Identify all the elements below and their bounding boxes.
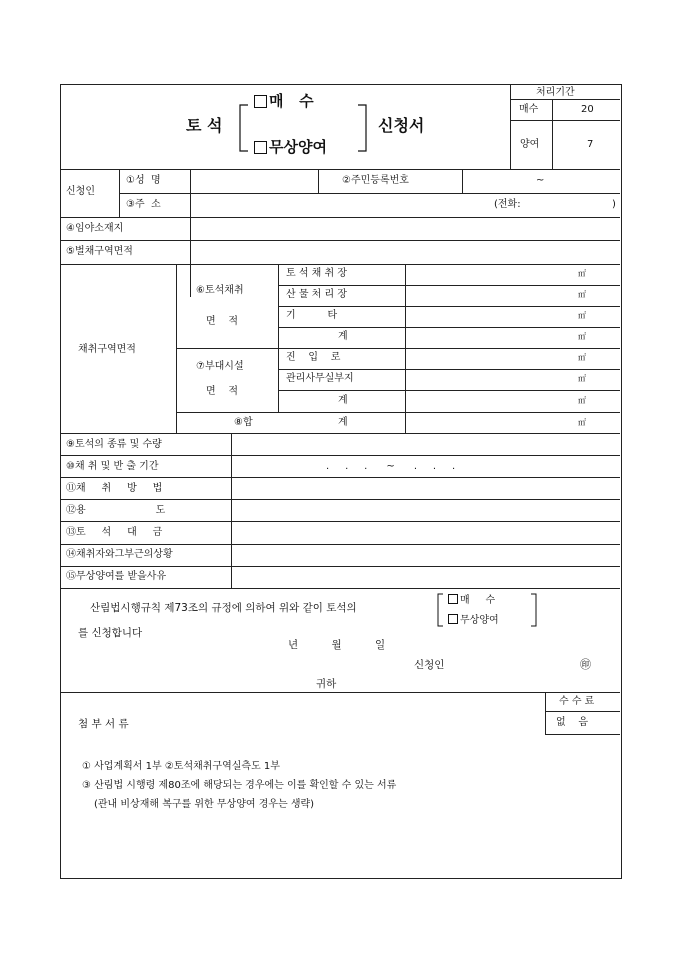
phone-label: (전화: [494, 199, 521, 210]
attachments-title: 첨 부 서 류 [78, 718, 129, 730]
area-row-label: 계 [338, 395, 348, 406]
area-row-input[interactable] [406, 328, 574, 348]
area-row-unit: ㎡ [578, 353, 586, 362]
item-label: ⑭채취자와그부근의상황 [66, 549, 173, 560]
area-row-input[interactable] [406, 307, 574, 327]
area-row-unit: ㎡ [578, 374, 586, 383]
area-row-label: 계 [338, 331, 348, 342]
area-row-label: 토 석 채 취 장 [286, 268, 348, 279]
phone-input[interactable] [532, 194, 610, 216]
area-row-input[interactable] [406, 391, 574, 411]
forest-location-label: ④임야소재지 [66, 223, 124, 234]
attachment-line: ① 사업계획서 1부 ②토석채취구역실측도 1부 [82, 761, 280, 772]
resident-id-input[interactable] [463, 170, 619, 192]
item-input[interactable] [232, 500, 619, 520]
form-title-right: 신청서 [378, 116, 425, 135]
checkbox-icon[interactable] [448, 614, 458, 624]
item-label: ⑨토석의 종류 및 수량 [66, 439, 162, 450]
aux-area-label-1: ⑦부대시설 [196, 361, 244, 372]
resident-id-label: ②주민등록번호 [342, 175, 409, 186]
processing-period-label: 처리기간 [536, 87, 575, 98]
item-label: ⑬토 석 대 금 [66, 527, 163, 538]
sale-period-days: 20 [581, 104, 594, 115]
fee-value: 없 음 [556, 717, 589, 728]
area-row-input[interactable] [406, 286, 574, 306]
phone-close: ) [612, 199, 616, 210]
total-area-input[interactable] [406, 413, 574, 433]
statement-option-sale[interactable] [448, 594, 495, 606]
name-input[interactable] [191, 170, 317, 192]
stone-area-label-2: 면 적 [206, 316, 239, 327]
item-input[interactable] [232, 478, 619, 498]
attachment-line: (관내 비상재해 복구를 위한 무상양여 경우는 생략) [94, 799, 315, 810]
name-label: ①성 명 [126, 175, 161, 186]
item-input[interactable] [232, 434, 619, 454]
statement-option-free[interactable] [448, 614, 499, 626]
area-row-unit: ㎡ [578, 269, 586, 278]
area-row-unit: ㎡ [578, 332, 586, 341]
area-row-input[interactable] [406, 349, 574, 369]
left-bracket-icon [238, 104, 250, 152]
title-option-sale[interactable] [254, 94, 314, 109]
quarry-area-label: 채취구역면적 [78, 344, 136, 355]
sale-period-label: 매수 [519, 104, 539, 115]
checkbox-icon[interactable] [254, 141, 267, 154]
address-label: ③주 소 [126, 199, 161, 210]
title-option-free-label: 무상양여 [269, 138, 327, 156]
forest-location-input[interactable] [191, 218, 619, 239]
right-bracket-icon [530, 593, 538, 627]
stone-area-label-1: ⑥토석채취 [196, 285, 244, 296]
resident-id-dash: ~ [536, 175, 545, 186]
right-bracket-icon [356, 104, 368, 152]
aux-area-label-2: 면 적 [206, 386, 239, 397]
area-row-unit: ㎡ [578, 290, 586, 299]
fee-label: 수 수 료 [559, 696, 595, 707]
statement-applicant: 신청인 [414, 659, 445, 671]
item-input[interactable] [232, 522, 619, 543]
statement-date[interactable]: 년 월 일 [288, 639, 386, 651]
item-label: ⑪채 취 방 법 [66, 483, 163, 494]
logging-area-input[interactable] [191, 241, 619, 263]
item-input[interactable] [232, 567, 619, 587]
statement-recipient: 귀하 [316, 678, 337, 690]
period-value[interactable]: . . . ~ . . . [326, 461, 456, 472]
statement-text: 산림법시행규칙 제73조의 규정에 의하여 위와 같이 토석의 [90, 602, 357, 614]
total-gye-label: 계 [338, 417, 348, 428]
item-input[interactable] [232, 545, 619, 565]
area-row-label: 산 물 처 리 장 [286, 289, 348, 300]
seal-icon: ㊞ [580, 658, 591, 671]
address-input[interactable] [191, 194, 491, 216]
area-row-label: 관리사무실부지 [286, 373, 354, 384]
statement-text-2: 를 신청합니다 [78, 627, 143, 639]
logging-area-label: ⑤벌채구역면적 [66, 246, 133, 257]
item-label: ⑮무상양여를 받을사유 [66, 571, 167, 582]
title-option-free[interactable] [254, 140, 327, 155]
attachment-line: ③ 산림법 시행령 제80조에 해당되는 경우에는 이를 확인할 수 있는 서류 [82, 780, 397, 791]
transfer-period-days: 7 [587, 139, 594, 150]
checkbox-icon[interactable] [254, 95, 267, 108]
area-row-unit: ㎡ [578, 311, 586, 320]
area-row-input[interactable] [406, 370, 574, 390]
item-label: ⑫용 도 [66, 505, 166, 516]
area-row-label: 진 입 로 [286, 352, 341, 363]
left-bracket-icon [436, 593, 444, 627]
statement-option-sale-label: 매 수 [460, 595, 496, 606]
total-label: ⑧합 [234, 417, 253, 428]
applicant-label: 신청인 [66, 186, 95, 197]
checkbox-icon[interactable] [448, 594, 458, 604]
area-row-unit: ㎡ [578, 396, 586, 405]
form-title-left: 토 석 [186, 116, 223, 135]
total-unit: ㎡ [578, 418, 586, 427]
item-label: ⑩채 취 및 반 출 기간 [66, 461, 159, 472]
area-row-label: 기 타 [286, 310, 338, 321]
title-option-sale-label: 매 수 [269, 92, 314, 110]
area-row-input[interactable] [406, 265, 574, 285]
statement-option-free-label: 무상양여 [460, 615, 499, 626]
transfer-period-label: 양여 [520, 139, 540, 150]
